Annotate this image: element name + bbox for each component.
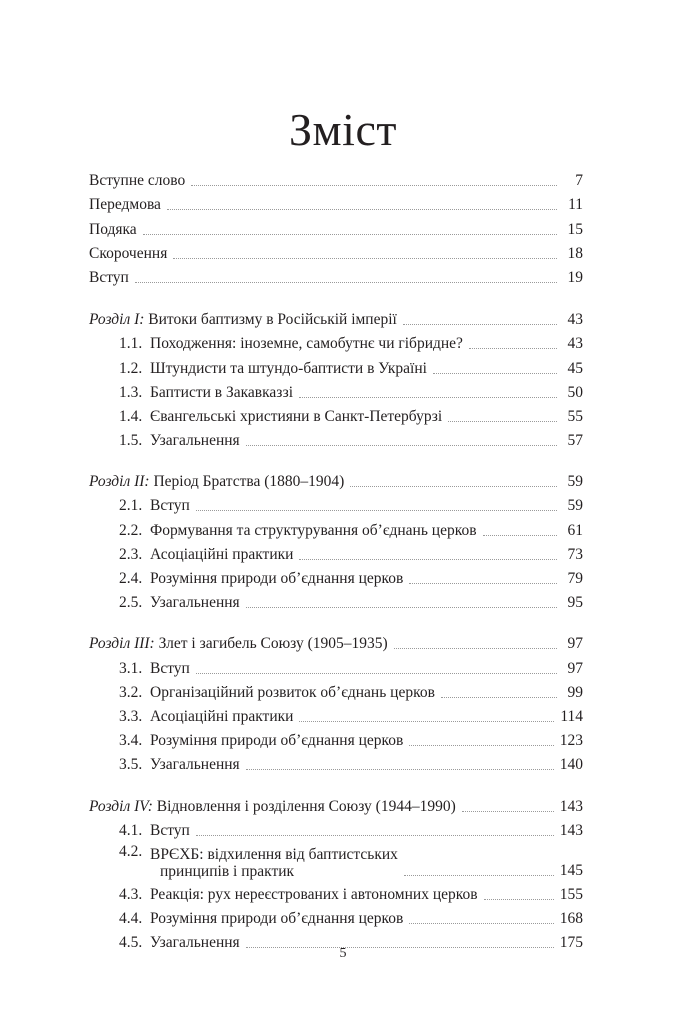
dot-leader — [394, 648, 557, 649]
toc-subentry[interactable] — [89, 515, 583, 539]
toc-entry-label: Формування та структурування об’єднань церков — [150, 521, 477, 539]
chapter-title — [89, 473, 344, 491]
toc-entry-label: Вступ — [150, 821, 190, 839]
section-number: 3.4. — [119, 732, 143, 750]
dot-leader — [196, 510, 557, 511]
page-title: Зміст — [289, 104, 397, 155]
toc-subentry[interactable] — [89, 840, 583, 880]
chapter-2 — [89, 467, 583, 612]
front-matter — [89, 166, 583, 287]
dot-leader — [196, 835, 554, 836]
chapter-4 — [89, 791, 583, 952]
toc-entry-label: Асоціаційні практики — [150, 707, 294, 725]
toc-entry-label: Вступ — [89, 268, 129, 286]
toc-page-number: 140 — [559, 756, 583, 774]
dot-leader — [409, 745, 553, 746]
toc-page-number: 97 — [567, 635, 583, 653]
toc-entry-label: Вступ — [150, 659, 190, 677]
chapter-title-text: Злет і загибель Союзу (1905–1935) — [158, 635, 388, 653]
chapter-title-text: Період Братства (1880–1904) — [153, 473, 345, 491]
toc-entry-label: Вступ — [150, 497, 190, 515]
toc-entry-front-5[interactable] — [89, 263, 583, 287]
toc-subentry[interactable] — [89, 702, 583, 726]
toc-entry-label: Розуміння природи об’єднання церков — [150, 570, 404, 587]
dot-leader — [167, 209, 557, 210]
dot-leader — [191, 185, 557, 186]
section-number: 2.5. — [119, 594, 143, 612]
toc-entry-label: Реакція: рух нереєстрованих і автономних церков — [150, 885, 478, 903]
toc-subentry[interactable] — [89, 588, 583, 612]
toc-subentry[interactable] — [89, 726, 583, 750]
toc-entry-label-line-2: принципів і практик — [160, 862, 295, 880]
toc-page-number: 19 — [567, 268, 583, 286]
toc-entry-label: Штундисти та штундо-баптисти в Україні — [150, 359, 427, 377]
dot-leader — [441, 697, 557, 698]
toc-page-number: 11 — [568, 196, 583, 214]
dot-leader — [403, 324, 557, 325]
toc-entry-label: Узагальнення — [150, 756, 240, 774]
section-number: 3.3. — [119, 707, 143, 725]
dot-leader — [173, 258, 557, 259]
toc-subentry[interactable] — [89, 353, 583, 377]
toc-page-number: 99 — [567, 683, 583, 701]
section-number: 2.3. — [119, 545, 143, 563]
chapter-prefix: Розділ IV: — [89, 797, 153, 815]
dot-leader — [483, 535, 557, 536]
section-number: 3.2. — [119, 683, 143, 701]
toc-subentry[interactable] — [89, 904, 583, 928]
chapter-prefix: Розділ II: — [89, 473, 150, 491]
chapter-title — [89, 635, 388, 653]
toc-entry-label: Передмова — [89, 196, 161, 214]
chapter-title — [89, 311, 397, 329]
toc-entry-front-3[interactable] — [89, 214, 583, 238]
toc-page-number: 15 — [567, 220, 583, 238]
chapter-prefix: Розділ I: — [89, 311, 145, 329]
toc-subentry[interactable] — [89, 378, 583, 402]
toc-entry-label: Скорочення — [89, 244, 168, 262]
toc-entry-label: Походження: іноземне, самобутнє чи гібридне? — [150, 335, 463, 353]
section-number: 4.2. — [119, 842, 143, 860]
toc-page-number: 143 — [559, 821, 583, 839]
dot-leader — [462, 811, 554, 812]
toc-page-number: 61 — [567, 521, 583, 539]
toc-page-number: 97 — [567, 659, 583, 677]
dot-leader — [143, 234, 557, 235]
toc-entry-front-2[interactable] — [89, 190, 583, 214]
toc-entry-label: Баптисти в Закавказзі — [150, 383, 294, 401]
toc-subentry[interactable] — [89, 816, 583, 840]
dot-leader — [469, 348, 557, 349]
dot-leader — [484, 899, 554, 900]
toc-subentry[interactable] — [89, 491, 583, 515]
toc-entry-label: Узагальнення — [150, 432, 240, 450]
section-number: 4.1. — [119, 821, 143, 839]
section-number: 4.3. — [119, 885, 143, 903]
toc-page-number: 79 — [567, 570, 583, 587]
toc-page-number: 175 — [559, 934, 583, 952]
toc-entry-label: Узагальнення — [150, 594, 240, 612]
section-number: 1.4. — [119, 407, 143, 425]
table-of-contents — [89, 166, 583, 952]
dot-leader — [246, 769, 554, 770]
dot-leader — [135, 282, 557, 283]
chapter-title-text: Витоки баптизму в Російській імперії — [148, 311, 397, 329]
chapter-1 — [89, 305, 583, 450]
toc-page-number: 59 — [567, 473, 583, 491]
section-number: 1.5. — [119, 432, 143, 450]
toc-page-number: 73 — [567, 545, 583, 563]
chapter-heading[interactable] — [89, 629, 583, 653]
section-number: 2.2. — [119, 521, 143, 539]
toc-page-number: 55 — [567, 407, 583, 425]
dot-leader — [433, 373, 557, 374]
toc-entry-label: Розуміння природи об’єднання церков — [150, 910, 404, 928]
toc-page-number: 95 — [567, 594, 583, 612]
toc-page-number: 45 — [567, 359, 583, 377]
section-number: 1.3. — [119, 383, 143, 401]
toc-page-number: 57 — [567, 432, 583, 450]
dot-leader — [246, 607, 557, 608]
toc-entry-front-1[interactable] — [89, 166, 583, 190]
section-number: 1.2. — [119, 359, 143, 377]
toc-subentry[interactable] — [89, 329, 583, 353]
toc-entry-label: Євангельські християни в Санкт-Петербурзі — [150, 407, 443, 425]
chapter-prefix: Розділ III: — [89, 635, 155, 653]
page-number: 5 — [339, 946, 347, 961]
chapter-heading[interactable] — [89, 791, 583, 815]
dot-leader — [299, 397, 557, 398]
dot-leader — [350, 486, 557, 487]
toc-page-number: 123 — [559, 732, 583, 750]
toc-page-number: 50 — [567, 383, 583, 401]
section-number: 4.4. — [119, 910, 143, 928]
chapter-heading[interactable] — [89, 467, 583, 491]
section-number: 3.5. — [119, 756, 143, 774]
section-number: 1.1. — [119, 335, 143, 353]
toc-entry-label: Асоціаційні практики — [150, 545, 294, 563]
toc-page-number: 145 — [559, 861, 583, 879]
chapter-title — [89, 798, 456, 816]
dot-leader — [246, 445, 557, 446]
dot-leader — [299, 559, 557, 560]
dot-leader — [196, 673, 557, 674]
toc-subentry[interactable] — [89, 564, 583, 588]
toc-subentry[interactable] — [89, 426, 583, 450]
toc-subentry[interactable] — [89, 402, 583, 426]
dot-leader — [448, 421, 557, 422]
toc-entry-label: Розуміння природи об’єднання церков — [150, 732, 404, 750]
section-number: 2.4. — [119, 570, 143, 587]
toc-entry-label-line-1: ВРЄХБ: відхилення від баптистських — [150, 845, 398, 863]
toc-page-number: 168 — [559, 910, 583, 928]
dot-leader — [404, 875, 554, 876]
section-number: 3.1. — [119, 659, 143, 677]
section-number: 4.5. — [119, 934, 143, 952]
toc-page-number: 155 — [559, 885, 583, 903]
toc-entry-label — [150, 846, 398, 880]
chapter-3 — [89, 629, 583, 774]
toc-entry-label: Організаційний розвиток об’єднань церков — [150, 683, 435, 701]
chapter-title-text: Відновлення і розділення Союзу (1944–1990) — [156, 797, 456, 815]
toc-page-number: 18 — [567, 244, 583, 262]
chapter-heading[interactable] — [89, 305, 583, 329]
toc-page-number: 114 — [560, 707, 583, 725]
toc-page-number: 59 — [567, 497, 583, 515]
section-number: 2.1. — [119, 497, 143, 515]
toc-subentry[interactable] — [89, 750, 583, 774]
toc-entry-label: Подяка — [89, 220, 137, 238]
toc-entry-label: Узагальнення — [150, 934, 240, 952]
toc-page-number: 7 — [575, 172, 583, 190]
toc-entry-front-4[interactable] — [89, 239, 583, 263]
toc-page-number: 143 — [559, 797, 583, 815]
dot-leader — [299, 721, 554, 722]
toc-subentry[interactable] — [89, 540, 583, 564]
toc-entry-label: Вступне слово — [89, 172, 186, 190]
toc-page-number: 43 — [567, 311, 583, 329]
toc-subentry[interactable] — [89, 653, 583, 677]
toc-subentry[interactable] — [89, 678, 583, 702]
dot-leader — [409, 923, 553, 924]
toc-page-number: 43 — [567, 335, 583, 353]
dot-leader — [409, 583, 557, 584]
toc-subentry[interactable] — [89, 880, 583, 904]
